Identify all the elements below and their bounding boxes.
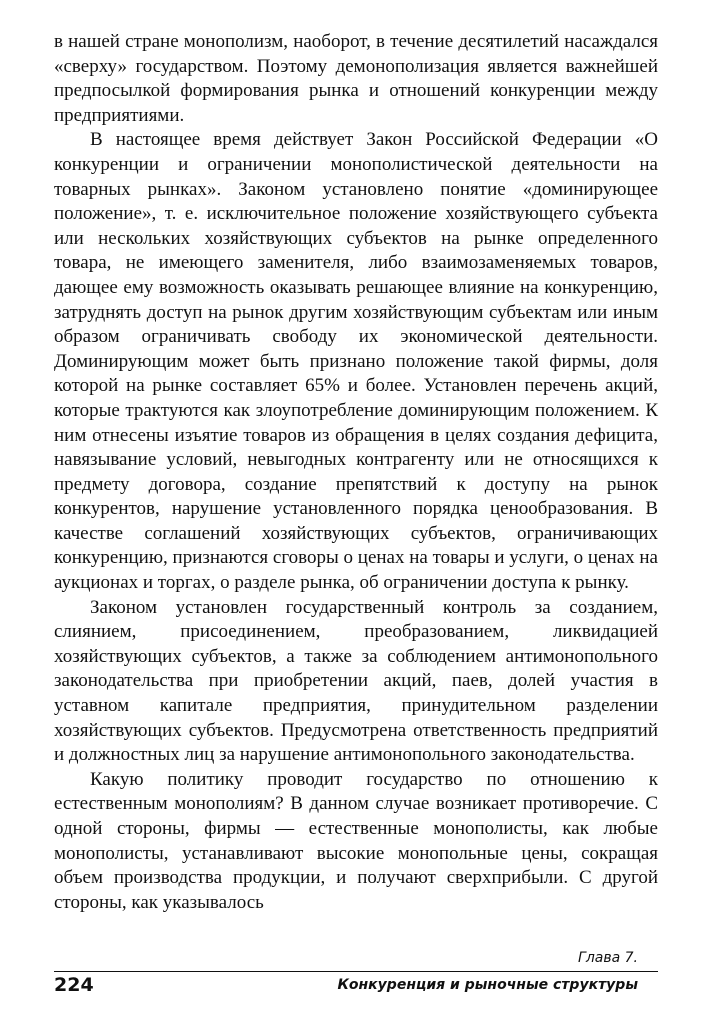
running-title: Конкуренция и рыночные структуры — [337, 977, 638, 993]
footer-rule — [54, 971, 658, 972]
paragraph-4: Какую политику проводит государство по отношению к естественным монополиям? В данном случае возникает противоречие. С одной стороны, фирмы — естественные монополисты, как любые монополисты, устанавливают высокие монопольные цены, сокращая объем производства продукции, и получают сверхприбыли. С другой стороны, как указывалось — [54, 768, 658, 913]
paragraph-3: Законом установлен государственный контроль за созданием, слиянием, присоединением, преобразованием, ликвидацией хозяйствующих субъектов, а также за соблюдением антимонопольного законодательства при приобретении акций, паев, долей участия в уставном капитале предприятия, принудительном разделении хозяйствующих субъектов. Предусмотрена ответственность предприятий и должностных лиц за нарушение антимонопольного законодательства. — [54, 596, 658, 766]
page-body — [54, 30, 658, 915]
paragraph-1: в нашей стране монополизм, наоборот, в течение десятилетий насаждался «сверху» государством. Поэтому демонополизация является важнейшей предпосылкой формирования рынка и отношений конкуренции между предприятиями. — [54, 31, 658, 126]
paragraph-2: В настоящее время действует Закон Российской Федерации «О конкуренции и ограничении монополистической деятельности на товарных рынках». Законом установлено понятие «доминирующее положение», т. е. исключительное положение хозяйствующего субъекта или нескольких хозяйствующих субъектов на рынке определенного товара, не имеющего заменителя, либо взаимозаменяемых товаров, дающее ему возможность оказывать решающее влияние на конкуренцию, затруднять доступ на рынок другим хозяйствующим субъектам или иным образом ограничивать свободу их экономической деятельности. Доминирующим может быть признано положение такой фирмы, доля которой на рынке составляет 65% и более. Установлен перечень акций, которые трактуются как злоупотребление доминирующим положением. К ним отнесены изъятие товаров из обращения в целях создания дефицита, навязывание условий, невыгодных контрагенту или не относящихся к предмету договора, создание препятствий к доступу на рынок конкурентов, нарушение установленного порядка ценообразования. В качестве соглашений хозяйствующих субъектов, ограничивающих конкуренцию, признаются сговоры о ценах на товары и услуги, о ценах на аукционах и торгах, о разделе рынка, об ограничении доступа к рынку. — [54, 129, 658, 594]
page-footer — [54, 950, 658, 1000]
page-number: 224 — [54, 974, 94, 996]
chapter-label: Глава 7. — [578, 950, 638, 966]
